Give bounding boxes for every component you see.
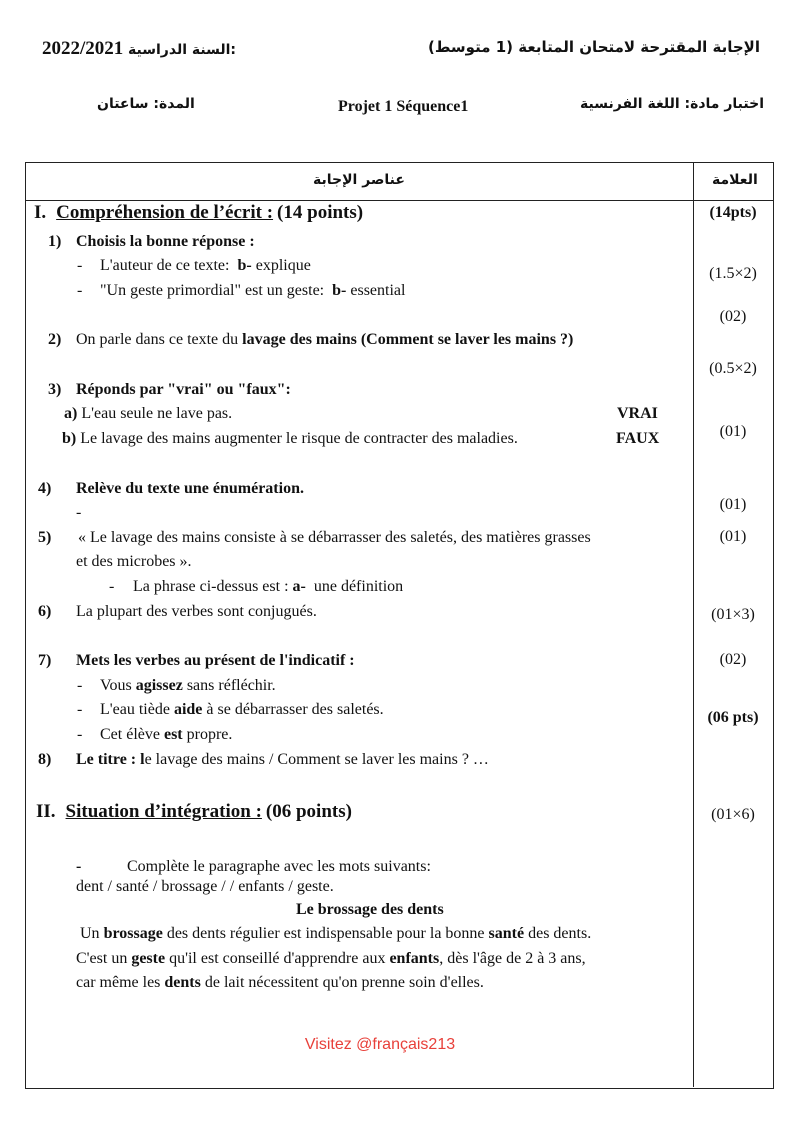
q7-line1 [100,676,276,696]
q4-dash: - [76,504,82,521]
q7-line3 [100,725,232,745]
q1-a-answer: explique [255,257,311,274]
q1-b-dash: - [77,282,83,299]
q3-number: 3) [48,381,62,398]
q3-a-text: L'eau seule ne lave pas. [81,405,233,422]
paragraph-line1 [80,924,591,944]
q5-line2: et des microbes ». [76,553,192,570]
q8-label: Le titre : l [76,751,145,768]
q7-l3-dash: - [77,726,83,743]
q7-line2 [100,700,384,720]
part1-points: (14 points) [277,202,364,223]
q7-l2-dash: - [77,701,83,718]
p1-b: des dents régulier est indispensable pour la bonne [166,925,485,942]
header-row-divider [25,200,773,201]
q1-a-line [100,256,311,276]
q1-b-answer: essential [350,282,406,299]
mark-q5: (01) [719,496,747,513]
part1-title: Compréhension de l’écrit : [56,202,274,223]
q7-title: Mets les verbes au présent de l'indicatif : [76,652,355,669]
school-year-label: السنة الدراسية: [128,42,236,58]
q7-l3-verb: est [163,726,183,743]
q3-b-key: b) [62,430,77,447]
column-divider [693,162,694,1087]
q7-l1-pre: Vous [100,677,132,694]
p2-word-geste: geste [131,950,166,967]
mark-part2-total: (06 pts) [707,709,759,726]
p1-word-sante: santé [488,925,525,942]
part1-heading [34,203,363,224]
mark-q6: (01) [719,528,747,545]
q5-line1: « Le lavage des mains consiste à se débarrasser des saletés, des matières grasses [78,529,591,546]
q2-answer: lavage des mains (Comment se laver les mains ?) [242,331,574,348]
p1-c: des dents. [528,925,592,942]
q3-a-key: a) [64,405,78,422]
q5-dash: - [109,578,115,595]
q3-title: Réponds par "vrai" ou "faux": [76,381,291,398]
mark-part1-total: (14pts) [709,204,757,221]
q5-sub-text: La phrase ci-dessus est : [133,578,289,595]
q3-b-answer: FAUX [616,430,660,447]
q5-number: 5) [38,529,52,546]
project-label: Projet 1 Séquence1 [338,98,469,115]
q5-key: a- [292,578,306,595]
q6-number: 6) [38,603,52,620]
q1-title: Choisis la bonne réponse : [76,233,255,250]
q7-l3-post: propre. [186,726,233,743]
p2-c: , dès l'âge de 2 à 3 ans, [439,950,586,967]
paragraph-line3 [76,973,484,993]
mark-q1: (1.5×2) [709,265,757,282]
paragraph-title: Le brossage des dents [296,901,444,918]
q2-line [76,330,573,350]
school-year-value: 2022/2021 [42,38,124,59]
q1-b-text: "Un geste primordial" est un geste: [100,282,325,299]
q4-number: 4) [38,480,52,497]
q8-number: 8) [38,751,52,768]
q7-l2-post: à se débarrasser des saletés. [206,701,384,718]
q7-l3-pre: Cet élève [100,726,160,743]
q3-b-line [62,429,518,449]
q5-sub-line [133,577,403,597]
q1-a-text: L'auteur de ce texte: [100,257,230,274]
mark-q7: (01×3) [711,606,755,623]
q1-number: 1) [48,233,62,250]
q2-number: 2) [48,331,62,348]
p3-b: de lait nécessitent qu'on prenne soin d'elles. [204,974,484,991]
column-header-answers: عناصر الإجابة [313,172,405,188]
school-year [42,38,236,60]
q1-a-key: b- [237,257,252,274]
q3-a-answer: VRAI [617,405,658,422]
part2-word-list: dent / santé / brossage / / enfants / geste. [76,878,334,895]
p3-word-dents: dents [164,974,201,991]
part2-instruction: Complète le paragraphe avec les mots suivants: [127,858,431,875]
q1-b-line [100,281,405,301]
exam-subject: اختبار مادة: اللغة الفرنسية [580,96,764,112]
exam-title: الإجابة المقترحة لامتحان المتابعة (1 متوسط) [428,38,760,56]
q7-l1-post: sans réfléchir. [186,677,276,694]
p1-a: Un [80,925,100,942]
q1-a-dash: - [77,257,83,274]
exam-duration: المدة: ساعتان [97,96,195,112]
q7-number: 7) [38,652,52,669]
paragraph-line2 [76,949,586,969]
p1-word-brossage: brossage [103,925,163,942]
part2-heading [36,802,352,823]
q5-answer: une définition [313,578,404,595]
watermark-link[interactable]: Visitez @français213 [304,1036,456,1053]
q6-text: La plupart des verbes sont conjugués. [76,603,317,620]
mark-q8: (02) [719,651,747,668]
q7-l1-verb: agissez [135,677,183,694]
q3-b-text: Le lavage des mains augmenter le risque de contracter des maladies. [80,430,518,447]
q7-l1-dash: - [77,677,83,694]
part2-dash: - [76,858,82,875]
mark-q3: (0.5×2) [709,360,757,377]
q7-l2-verb: aide [173,701,203,718]
part2-points: (06 points) [265,801,352,822]
q1-b-key: b- [332,282,347,299]
part1-roman: I. [34,202,47,223]
q4-title: Relève du texte une énumération. [76,480,304,497]
q8-line [76,750,489,770]
p3-a: car même les [76,974,161,991]
column-header-marks: العلامة [712,172,758,188]
p2-word-enfants: enfants [389,950,440,967]
part2-roman: II. [36,801,56,822]
q7-l2-pre: L'eau tiède [100,701,170,718]
q3-a-line [64,404,232,424]
q8-text: e lavage des mains / Comment se laver les mains ? … [144,751,489,768]
p2-b: qu'il est conseillé d'apprendre aux [169,950,386,967]
part2-title: Situation d’intégration : [65,801,262,822]
mark-q2: (02) [719,308,747,325]
mark-part2-detail: (01×6) [711,806,755,823]
p2-a: C'est un [76,950,128,967]
mark-q4: (01) [719,423,747,440]
q2-text: On parle dans ce texte du [76,331,239,348]
